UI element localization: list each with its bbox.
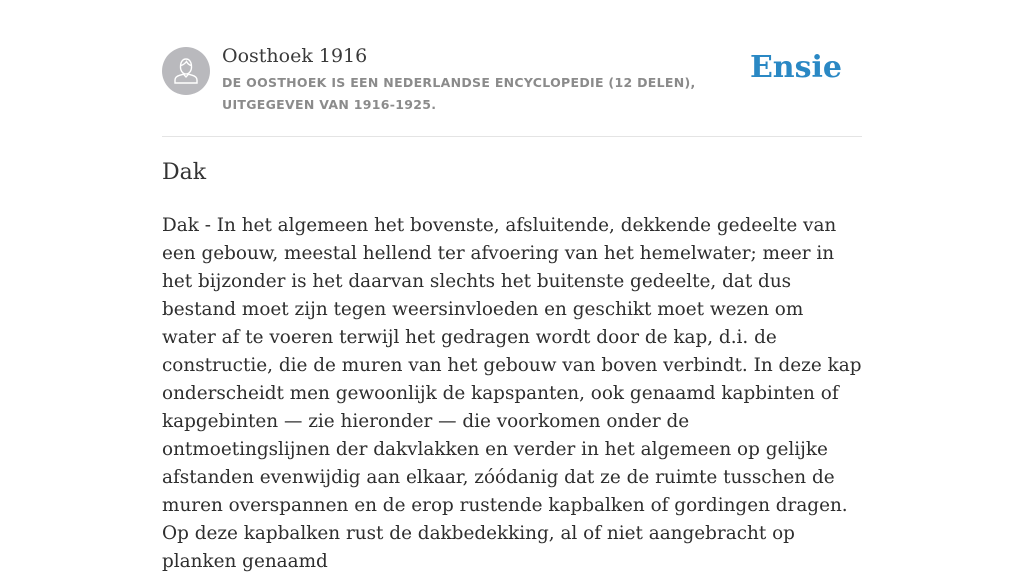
entry-title: Dak [162,160,207,185]
ensie-logo[interactable]: Ensie [749,50,842,85]
entry-body: Dak - In het algemeen het bovenste, afsluitende, dekkende gedeelte van een gebouw, meestal hellend ter afvoering van het hemelwater; meer in het bijzonder is het daarvan slechts het buitenste gedeelte, dat dus bestand moet zijn tegen weersinvloeden en geschikt moet wezen om water af te voeren terwijl het gedragen wordt door de kap, d.i. de constructie, die de muren van het gebouw van boven verbindt. In deze kap onderscheidt men gewoonlijk de kapspanten, ook genaamd kapbinten of kapgebinten — zie hieronder — die voorkomen onder de ontmoetingslijnen der dakvlakken en verder in het algemeen op gelijke afstanden evenwijdig aan elkaar, zóódanig dat ze de ruimte tusschen de muren overspannen en de erop rustende kapbalken of gordingen dragen. Op deze kapbalken rust de dakbedekking, al of niet aangebracht op planken genaamd [162,215,862,572]
content-container [162,0,862,572]
user-avatar-icon[interactable] [162,47,210,95]
source-title[interactable]: Oosthoek 1916 [222,45,368,67]
source-description: DE OOSTHOEK IS EEN NEDERLANDSE ENCYCLOPEDIE (12 DELEN), UITGEGEVEN VAN 1916-1925. [222,75,696,112]
person-outline-icon [162,47,210,95]
source-header [162,0,862,137]
